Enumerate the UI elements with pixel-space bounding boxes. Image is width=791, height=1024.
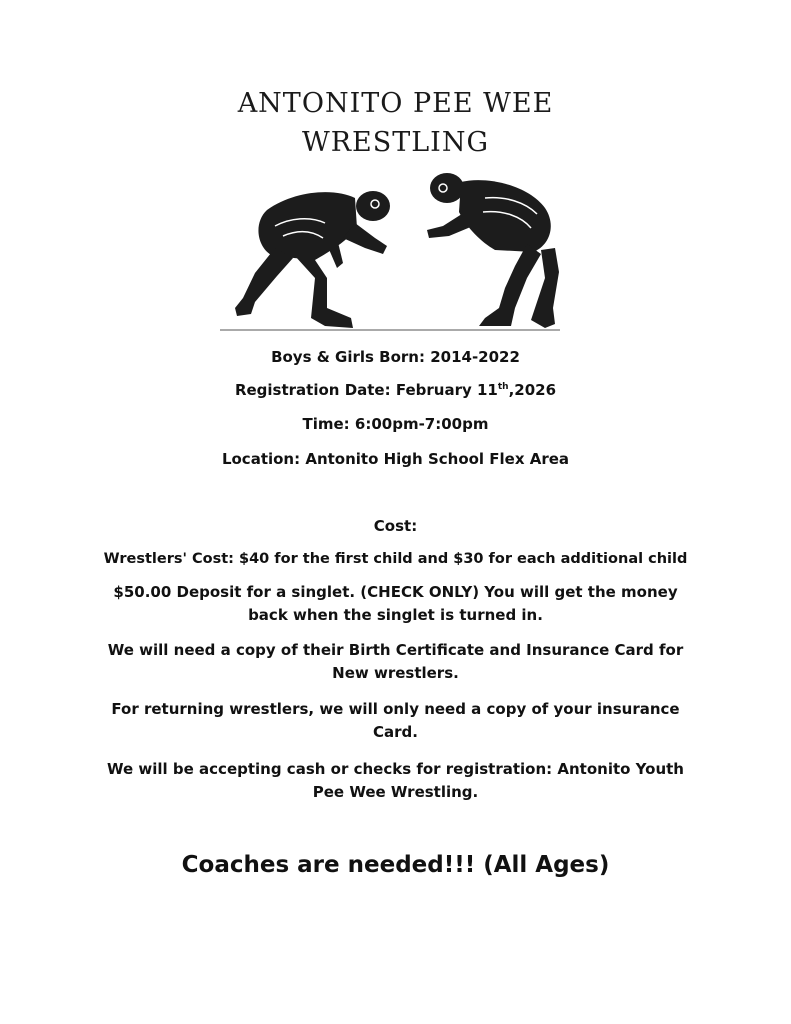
- flyer-title-line1: ANTONITO PEE WEE: [237, 88, 554, 119]
- eligibility-text: Boys & Girls Born: 2014-2022: [271, 348, 520, 366]
- returning-wrestlers-text: For returning wrestlers, we will only need a copy of your insurance Card.: [111, 700, 680, 741]
- deposit-text: $50.00 Deposit for a singlet. (CHECK ONLY) You will get the money back when the singlet is turned in.: [113, 583, 678, 624]
- location-text: Location: Antonito High School Flex Area: [221, 450, 570, 468]
- time-text: Time: 6:00pm-7:00pm: [302, 415, 489, 433]
- wrestlers-silhouette-icon: [215, 168, 575, 338]
- payment-text: We will be accepting cash or checks for registration: Antonito Youth Pee Wee Wrestling.: [107, 760, 684, 801]
- flyer-title-line2: WRESTLING: [301, 127, 490, 158]
- cost-heading: Cost:: [373, 517, 418, 535]
- wrestlers-cost-text: Wrestlers' Cost: $40 for the first child and $30 for each additional child: [103, 551, 688, 567]
- registration-date-text: Registration Date: February 11th,2026: [234, 381, 557, 399]
- coaches-needed-text: Coaches are needed!!! (All Ages): [181, 852, 610, 878]
- new-wrestlers-text: We will need a copy of their Birth Certificate and Insurance Card for New wrestlers.: [107, 641, 684, 682]
